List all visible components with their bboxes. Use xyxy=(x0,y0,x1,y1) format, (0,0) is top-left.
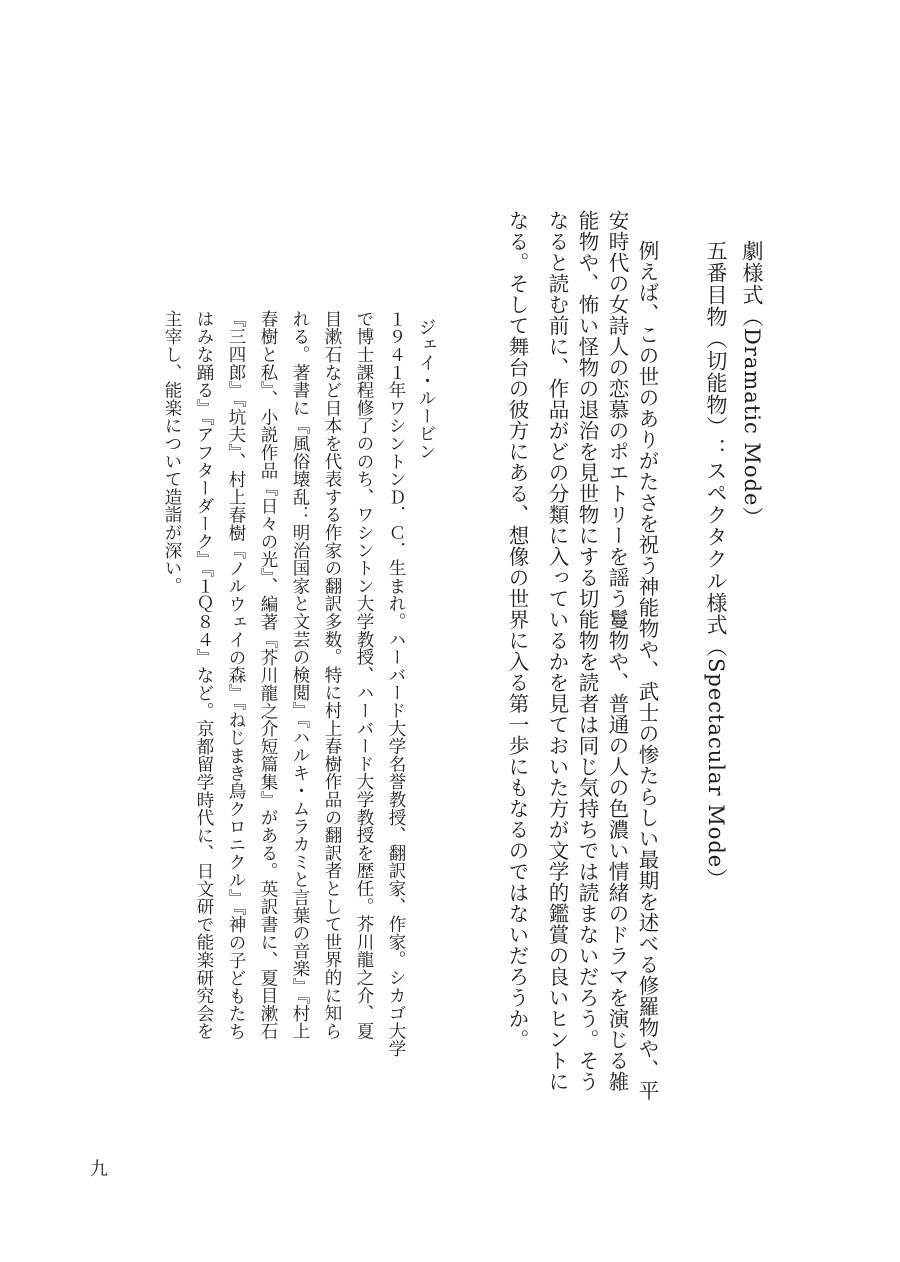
bio-line: はみな踊る』『アフターダーク』『１Ｑ８４』など。京都留学時代に、日文研で能楽研究会を xyxy=(194,310,214,1041)
bio-line: で博士課程修了ののち、ワシントン大学教授、ハーバード大学教授を歴任。芥川龍之介、夏 xyxy=(354,310,374,1040)
bio-line: 主宰し、能楽について造詣が深い。 xyxy=(162,310,182,595)
bio-line: れる。著書に『風俗壊乱：明治国家と文芸の検閲』『ハルキ・ムラカミと言葉の音楽』『村上 xyxy=(290,310,310,1041)
bio-line: 目漱石など日本を代表する作家の翻訳多数。特に村上春樹作品の翻訳者として世界的に知ら xyxy=(322,310,342,1040)
paragraph-line: なると読む前に、作品がどの分類に入っているかを見ておいた方が文学的鑑賞の良いヒントに xyxy=(545,210,569,1092)
paragraph-line: 能物や、怖い怪物の退治を見世物にする切能物を読者は同じ気持ちでは読まないだろう。そう xyxy=(575,210,599,1092)
bio-line: 春樹と私』、小説作品『日々の光』、編著『芥川龍之介短篇集』がある。英訳書に、夏目漱石 xyxy=(258,310,278,1041)
author-name: ジェイ・ルービン xyxy=(416,318,436,461)
heading-dramatic-mode: 劇様式（Dramatic Mode） xyxy=(740,240,764,529)
page-number: 九 xyxy=(90,1159,108,1180)
bio-line: １９４１年ワシントンＤ．Ｃ．生まれ。ハーバード大学名誉教授、翻訳家、作家。シカゴ大学 xyxy=(386,310,406,1058)
paragraph-line: 安時代の女詩人の恋慕のポエトリーを謡う鬘物や、普通の人の色濃い情緒のドラマを演じる雑 xyxy=(605,210,629,1092)
heading-spectacular-mode: 五番目物（切能物）：スペクタクル様式（Spectacular Mode） xyxy=(704,240,728,891)
paragraph-line: なる。そして舞台の彼方にある、想像の世界に入る第一歩にもなるのではないだろうか。 xyxy=(505,210,529,1050)
paragraph-line: 例えば、この世のありがたさを祝う神能物や、武士の惨たらしい最期を述べる修羅物や、平 xyxy=(635,240,659,1101)
bio-line: 『三四郎』『坑夫』、村上春樹『ノルウェイの森』『ねじまき鳥クロニクル』『神の子どもたち xyxy=(226,310,246,1041)
